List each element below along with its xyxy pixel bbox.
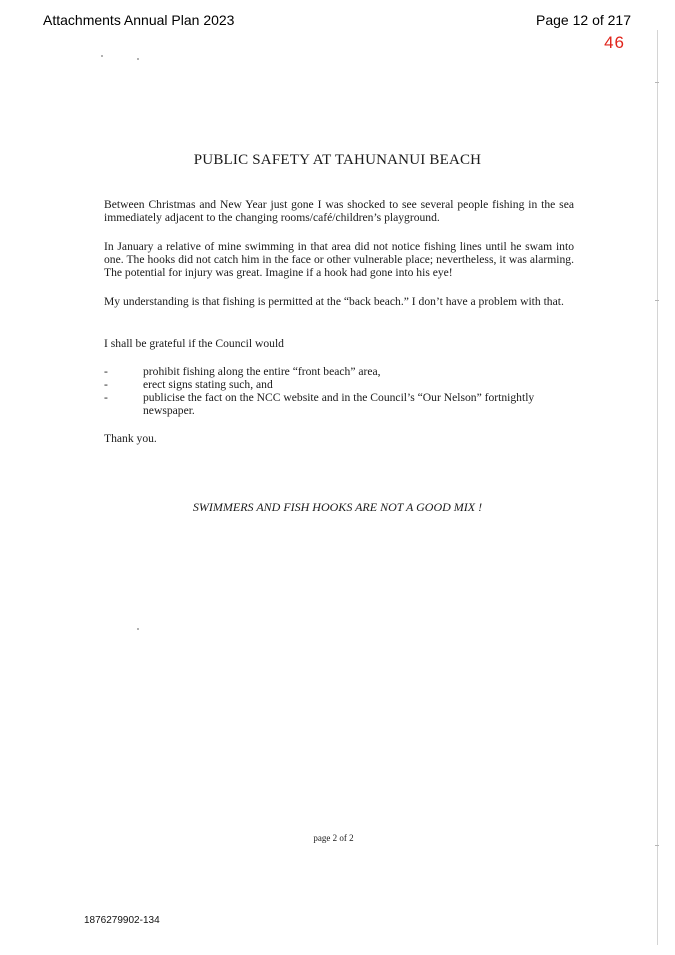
page-indicator: Page 12 of 217 [536,12,631,28]
scan-speck [137,58,139,60]
scan-edge-tick [655,845,659,846]
letter-page-number: page 2 of 2 [313,833,354,843]
list-dash: - [104,391,108,404]
scan-edge-tick [655,300,659,301]
paragraph-observation: Between Christmas and New Year just gone I was shocked to see several people fishing in the sea immediately adjacent to the changing rooms/café/children’s playground. [104,198,574,224]
list-item-text: publicise the fact on the NCC website and in the Council’s “Our Nelson” fortnightly newspaper. [143,391,535,417]
submission-number-stamp: 46 [604,33,625,52]
closing-line: SWIMMERS AND FISH HOOKS ARE NOT A GOOD MIX ! [192,500,483,514]
scan-edge-tick [655,82,659,83]
list-dash: - [104,378,108,391]
document-id: 1876279902-134 [84,915,160,926]
scan-speck [101,55,103,57]
list-item-text: erect signs stating such, and [143,378,273,391]
document-title: Attachments Annual Plan 2023 [43,12,235,28]
request-list [104,365,574,417]
letter-title: PUBLIC SAFETY AT TAHUNANUI BEACH [193,152,482,168]
list-item [104,391,574,417]
list-item [104,378,574,391]
paragraph-request-intro: I shall be grateful if the Council would [104,337,284,350]
list-dash: - [104,365,108,378]
sign-off: Thank you. [104,432,157,445]
scan-speck [137,628,139,630]
list-item-text: prohibit fishing along the entire “front beach” area, [143,365,381,378]
list-item [104,365,574,378]
paragraph-back-beach: My understanding is that fishing is permitted at the “back beach.” I don’t have a problem with that. [104,295,564,308]
paragraph-incident: In January a relative of mine swimming in that area did not notice fishing lines until he swam into one. The hooks did not catch him in the face or other vulnerable place; nevertheless, it was alarming. The potential for injury was great. Imagine if a hook had gone into his eye! [104,240,574,279]
